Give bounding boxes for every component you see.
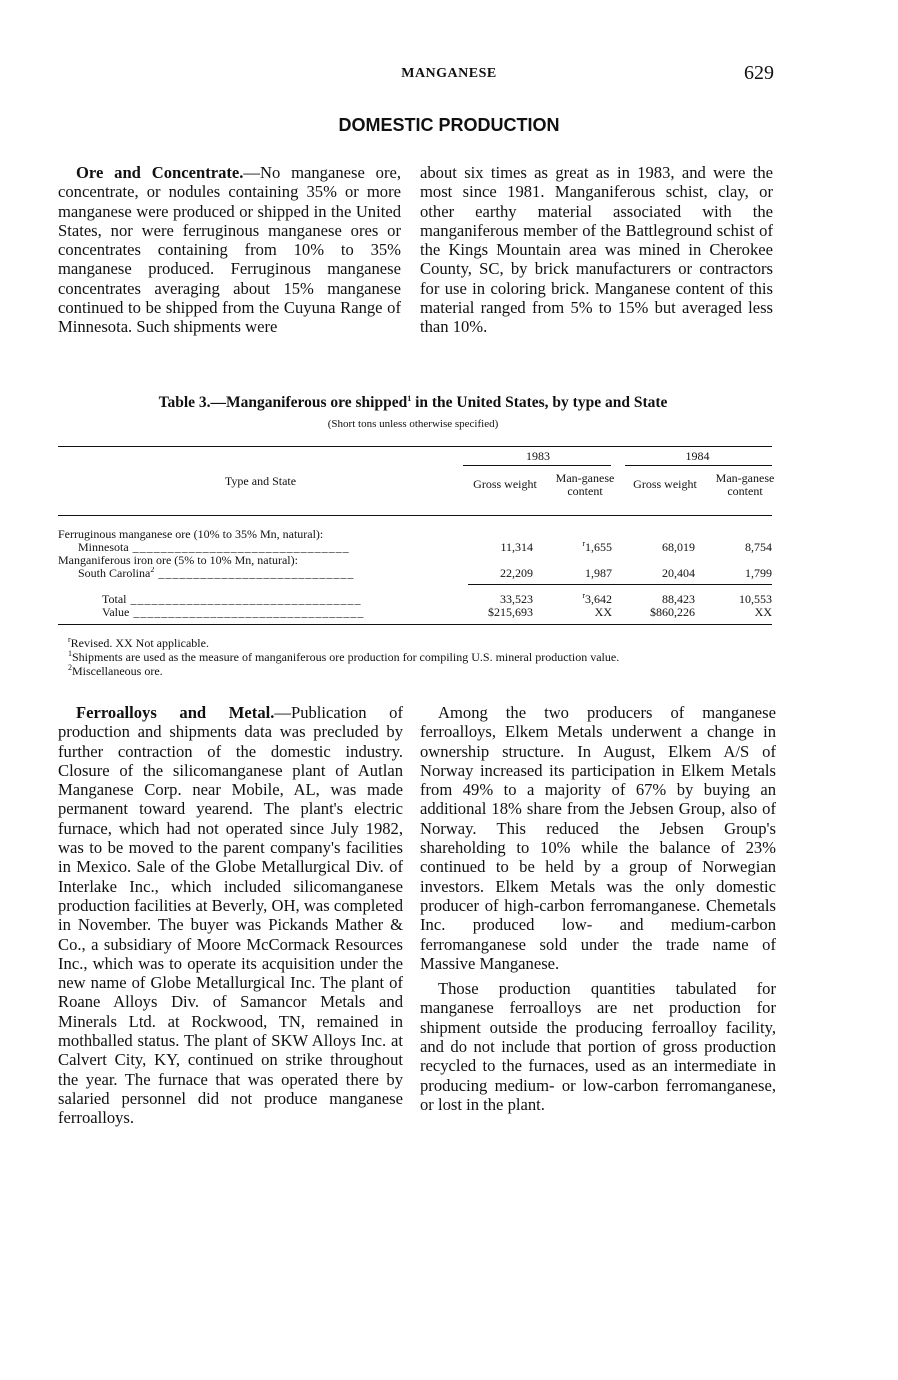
cell: $860,226 [650,605,695,619]
col-type-and-state: Type and State [224,474,297,488]
cell: 33,523 [500,592,533,606]
page-number: 629 [744,62,774,84]
ore-left-column [58,163,401,337]
cell: 22,209 [500,566,533,580]
cell: XX [754,605,772,619]
table-header-rule [58,515,772,516]
table-bottom-rule [58,624,772,625]
cell: 1,987 [585,566,612,580]
ore-runin-heading: Ore and Concentrate. [76,163,244,182]
row-label-south-carolina: South Carolina$^2$ ____________________________ [78,567,355,580]
cell: 11,314 [500,540,533,554]
subtotal-rule [468,584,772,585]
year-1984-rule [625,465,772,466]
cell: 10,553 [739,592,772,606]
group-label-manganiferous: Manganiferous iron ore (5% to 10% Mn, natural): [58,553,298,567]
cell: $^r$3,642 [582,591,612,606]
row-label-value: Value _________________________________ [102,606,365,619]
ferro-left-text: —Publication of production and shipments data was precluded by further contraction of the domestic industry. Closure of the silicomanganese plant of Autlan Manganese Corp. near Mobile, AL, was made permanent toward yearend. The plant's electric furnace, which had not operated since July 1982, was to be moved to the parent company's facilities in Mexico. Sale of the Globe Metallurgical Div. of Interlake Inc., which included silicomanganese production facilities at Beverly, OH, was completed in November. The buyer was Pickands Mather & Co., a subsidiary of Moore McCormack Resources Inc., which was to operate its acquisition under the new name of Globe Metallurgical Inc. The plant of Roane Alloys Div. of Samancor Metals and Minerals Ltd. at Rockwood, TN, remained in mothballed status. The plant of SKW Alloys Inc. at Calvert City, KY, continued on strike throughout the year. The furnace that was operated there by salaried personnel did not produce manganese ferroalloys. [58,703,403,1128]
cell: XX [594,605,612,619]
col-mn-content-1984: Man-ganese content [715,471,775,498]
ferro-right-column [420,703,776,1114]
col-mn-content-1983: Man-ganese content [555,471,615,498]
row-label-total: Total _________________________________ [102,593,362,606]
cell: $215,693 [488,605,533,619]
ferro-runin-heading: Ferroalloys and Metal. [76,703,275,722]
col-gross-weight-1984: Gross weight [633,477,697,491]
table-subtitle: (Short tons unless otherwise specified) [327,418,499,430]
cell: $^r$1,655 [582,539,612,554]
ore-right-column [420,163,773,337]
cell: 1,799 [745,566,772,580]
footnote-1: $^1$Shipments are used as the measure of manganiferous ore production for compiling U.S. mineral production value. [68,649,620,664]
ferro-left-column [58,703,403,1128]
cell: 88,423 [662,592,695,606]
ferro-right-paragraph-2: Those production quantities tabulated for manganese ferroalloys are net production for shipment outside the producing ferroalloy facility, and do not include that portion of gross production recycled to the furnaces, used as an intermediate in producing medium- or low-carbon ferromanganese, or lost in the plant. [420,979,776,1114]
table-top-rule [58,446,772,447]
table-title: Table 3.—Manganiferous ore shipped$^1$ in the United States, by type and State [158,393,668,411]
footnote-2: $^2$Miscellaneous ore. [68,663,163,678]
group-label-ferruginous: Ferruginous manganese ore (10% to 35% Mn, natural): [58,527,324,541]
section-title: DOMESTIC PRODUCTION [338,115,560,135]
cell: 8,754 [745,540,772,554]
col-year-1984: 1984 [685,449,710,463]
ferro-right-paragraph-1: Among the two producers of manganese ferroalloys, Elkem Metals underwent a change in ownership structure. In August, Elkem A/S of Norway increased its participation in Elkem Metals from 49% to a majority of 67% by buying an additional 18% share from the Jebsen Group, also of Norway. This reduced the Jebsen Group's shareholding to 10% while the balance of 23% continued to be held by a group of Norwegian investors. Elkem Metals was the only domestic producer of high-carbon ferromanganese. Chemetals Inc. produced low- and medium-carbon ferromanganese sold under the trade name of Massive Manganese. [420,703,776,973]
ore-left-text: —No manganese ore, concentrate, or nodules containing 35% or more manganese were produced or shipped in the United States, nor were ferruginous manganese ores or concentrates containing from 10% to 35% manganese produced. Ferruginous manganese concentrates averaging about 15% manganese continued to be shipped from the Cuyuna Range of Minnesota. Such shipments were [58,163,401,337]
footnote-revised: $^r$Revised. XX Not applicable. [68,635,209,650]
ore-right-text: about six times as great as in 1983, and were the most since 1981. Manganiferous schist, clay, or other earthy material associated with the manganiferous member of the Battleground schist of the Kings Mountain area was mined in Cherokee County, SC, by brick manufacturers or contractors for use in coloring brick. Manganese content of this material ranged from 5% to 15% but averaged less than 10%. [420,163,773,337]
page-header [0,62,898,88]
row-label-minnesota: Minnesota _______________________________ [78,541,350,554]
cell: 20,404 [662,566,695,580]
cell: 68,019 [662,540,695,554]
col-gross-weight-1983: Gross weight [473,477,537,491]
year-1983-rule [463,465,611,466]
col-year-1983: 1983 [526,449,550,463]
running-title: MANGANESE [401,66,497,81]
